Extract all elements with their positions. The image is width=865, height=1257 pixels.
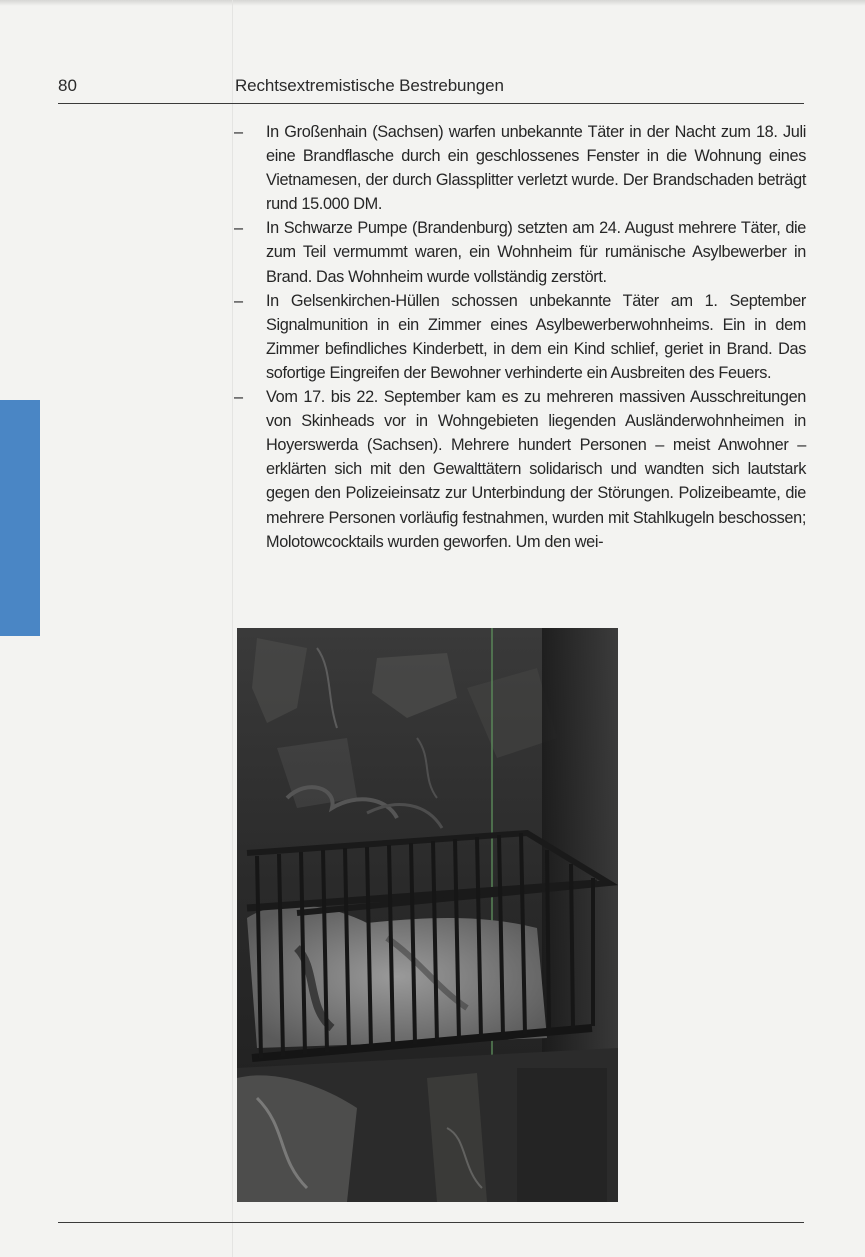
page-number: 80	[58, 76, 77, 95]
list-dash: –	[234, 388, 243, 407]
page-top-shadow	[0, 0, 865, 6]
list-item-text: In Großenhain (Sachsen) warfen unbekannte Täter in der Nacht zum 18. Juli eine Brandflasche durch ein geschlossenes Fenster in die Wohnung eines Vietnamesen, der durch Glassplitter verletzt wurde. Der Brandschaden beträgt rund 15.000 DM.	[266, 123, 806, 214]
list-item	[234, 120, 806, 216]
gutter-line	[232, 0, 233, 1257]
list-item	[234, 216, 806, 288]
photo-graphic	[237, 628, 618, 1202]
body-text	[234, 120, 806, 554]
list-item-text: In Gelsenkirchen-Hüllen schossen unbekannte Täter am 1. September Signalmunition in ein Zimmer eines Asylbewerberwohnheims. Ein in dem Zimmer befindliches Kinderbett, in dem ein Kind schlief, geriet in Brand. Das sofortige Eingreifen der Bewohner verhinderte ein Ausbreiten des Feuers.	[266, 291, 806, 382]
running-head: Rechtsextremistische Bestrebungen	[235, 76, 504, 95]
chapter-tab-marker	[0, 400, 40, 636]
list-dash: –	[234, 219, 243, 238]
burned-crib-photo	[237, 628, 618, 1202]
list-item	[234, 289, 806, 385]
header-rule	[58, 103, 804, 104]
footer-rule	[58, 1222, 804, 1223]
list-item-text: Vom 17. bis 22. September kam es zu mehreren massiven Ausschreitungen von Skinheads vor in Wohngebieten liegenden Ausländerwohnheimen in Hoyerswerda (Sachsen). Mehrere hundert Personen – meist Anwohner – erklärten sich mit den Gewalttätern solidarisch und wandten sich lautstark gegen den Polizeieinsatz zur Unterbindung der Störungen. Polizeibeamte, die mehrere Personen vorläufig festnahmen, wurden mit Stahlkugeln beschossen; Molotowcocktails wurden geworfen. Um den wei-	[266, 388, 806, 551]
list-item-text: In Schwarze Pumpe (Brandenburg) setzten am 24. August mehrere Täter, die zum Teil vermummt waren, ein Wohnheim für rumänische Asylbewerber in Brand. Das Wohnheim wurde vollständig zerstört.	[266, 219, 806, 286]
list-item	[234, 385, 806, 554]
list-dash: –	[234, 291, 243, 310]
list-dash: –	[234, 123, 243, 141]
